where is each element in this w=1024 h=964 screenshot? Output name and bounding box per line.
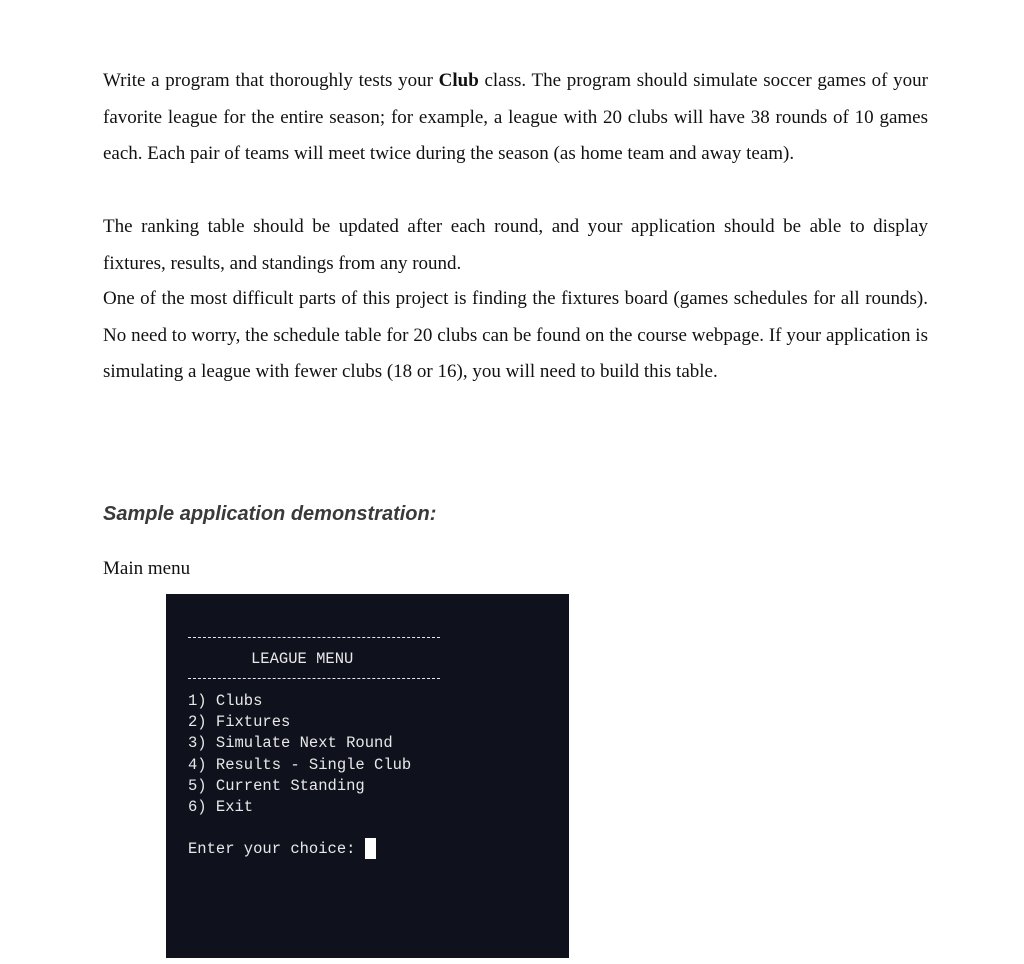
menu-divider-top	[188, 637, 440, 638]
menu-divider-bottom	[188, 678, 440, 679]
prompt-line	[188, 838, 376, 859]
choice-prompt: Enter your choice:	[188, 839, 356, 858]
menu-item-clubs: 1) Clubs	[188, 692, 263, 710]
paragraph-fixtures: One of the most difficult parts of this project is finding the fixtures board (games schedules for all rounds). No need to worry, the schedule table for 20 clubs can be found on the course webpage. If your application is simulating a league with fewer clubs (18 or 16), you will need to build this table.	[103, 288, 928, 382]
menu-item-simulate: 3) Simulate Next Round	[188, 734, 393, 753]
text-cursor	[365, 838, 376, 859]
paragraph-intro	[103, 63, 928, 173]
terminal-screenshot	[166, 594, 569, 958]
figure-caption: Main menu	[103, 558, 191, 579]
section-heading: Sample application demonstration:	[103, 503, 437, 525]
intro-text-start: Write a program that thoroughly tests your	[103, 70, 439, 91]
intro-text-rest: class. The program should simulate soccer games of your favorite league for the entire season; for example, a league with 20 clubs will have 38 rounds of 10 games each. Each pair of teams will meet twice during the season (as home team and away team).	[103, 70, 928, 164]
menu-title: LEAGUE MENU	[251, 650, 354, 668]
paragraph-ranking: The ranking table should be updated after each round, and your application should be able to display fixtures, results, and standings from any round.	[103, 216, 928, 274]
menu-item-fixtures: 2) Fixtures	[188, 713, 291, 732]
menu-item-exit: 6) Exit	[188, 798, 254, 817]
menu-item-standing: 5) Current Standing	[188, 776, 365, 795]
menu-list	[188, 691, 411, 818]
menu-item-results: 4) Results - Single Club	[188, 755, 412, 774]
club-class-name: Club	[438, 70, 479, 91]
